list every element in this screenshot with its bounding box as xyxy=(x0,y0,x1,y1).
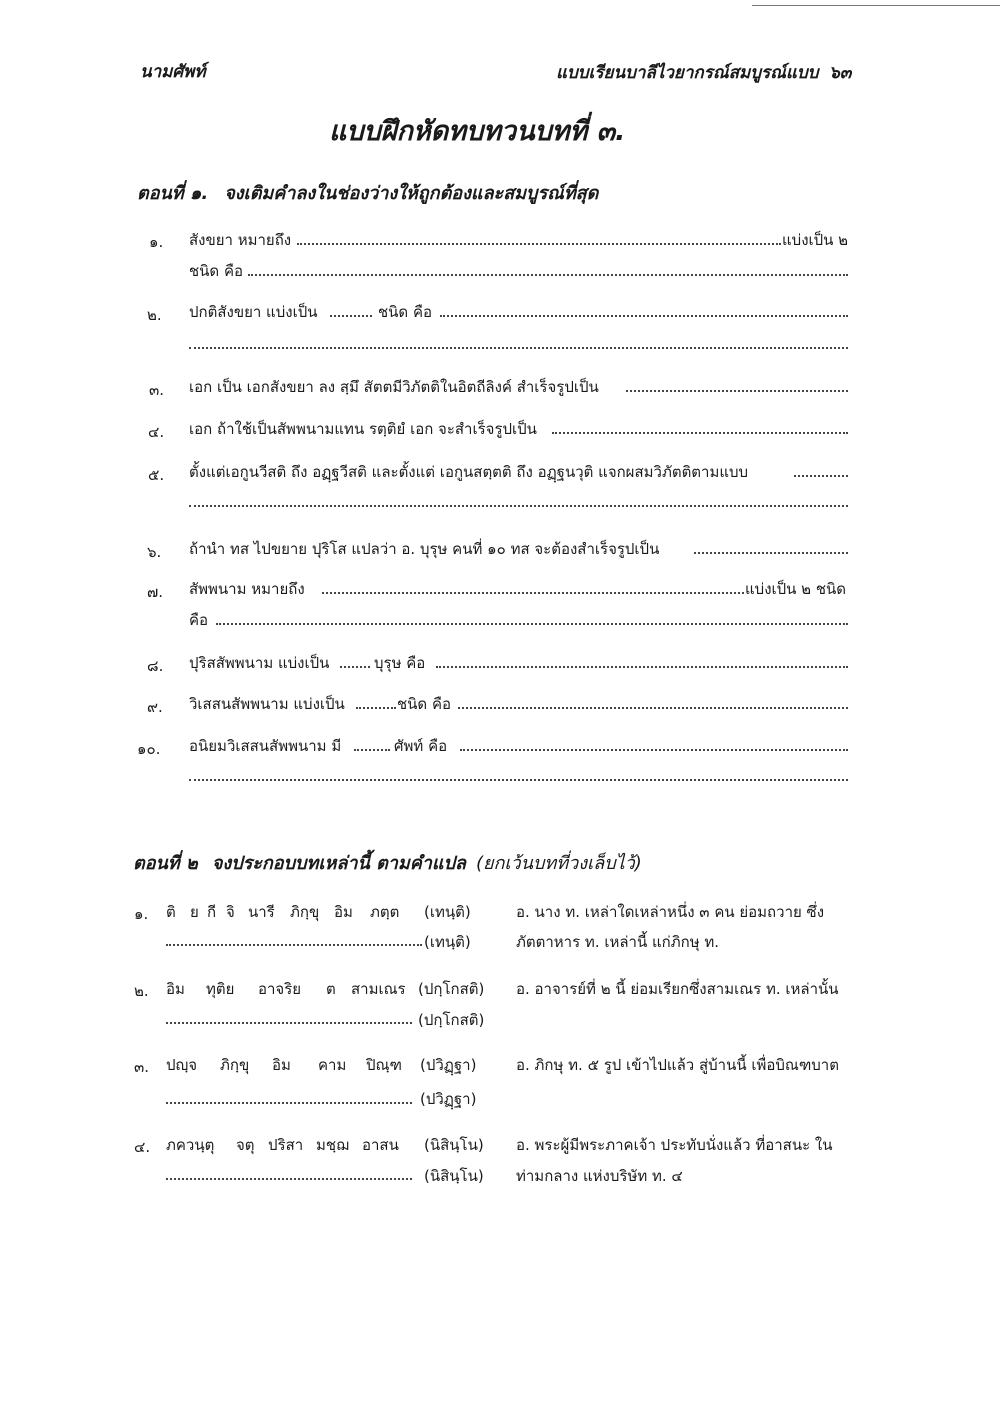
part1-item-text: ตั้งแต่เอกูนวีสติ ถึง อฏฺฐวีสติ และตั้งแต่ เอกูนสตฺตติ ถึง อฏฺฐนวุติ แจกผสมวิภัตติตามแบบ xyxy=(189,463,749,481)
part1-item-number: ๑. xyxy=(149,233,164,251)
answer-blank[interactable] xyxy=(166,1022,412,1024)
running-header-chapter: นามศัพท์ xyxy=(140,62,206,82)
part1-item-mid-text: บุรุษ คือ xyxy=(374,654,426,672)
pali-word: ปิณฺฑ xyxy=(366,1056,402,1074)
part1-item-mid-text: ชนิด คือ xyxy=(378,303,432,321)
part1-item-number: ๘. xyxy=(147,657,164,675)
answer-blank[interactable] xyxy=(189,505,848,507)
part2-item-number: ๔. xyxy=(134,1138,151,1156)
part1-item-number: ๕. xyxy=(148,466,165,484)
answer-blank[interactable] xyxy=(552,432,848,434)
answer-blank[interactable] xyxy=(458,707,848,709)
pali-word: อาสน xyxy=(362,1136,399,1154)
verb-given: (นิสินฺโน) xyxy=(424,1136,484,1154)
answer-blank[interactable] xyxy=(216,623,848,625)
translation-line: อ. อาจารย์ที่ ๒ นี้ ย่อมเรียกซึ่งสามเณร ท. เหล่านั้น xyxy=(516,980,839,998)
answer-blank[interactable] xyxy=(189,347,848,349)
pali-word: อิม xyxy=(272,1056,291,1074)
pali-word: ภิกฺขุ xyxy=(220,1056,250,1074)
part1-item-text: สังขยา หมายถึง xyxy=(189,231,292,249)
part2-heading xyxy=(133,848,642,877)
pali-word: ภิกฺขุ xyxy=(290,903,320,921)
pali-word: ปญฺจ xyxy=(166,1056,198,1074)
part1-item-number: ๖. xyxy=(147,543,162,561)
pali-word: ภควนฺตุ xyxy=(166,1136,215,1154)
part2-item-number: ๑. xyxy=(134,905,149,923)
answer-blank[interactable] xyxy=(440,315,848,317)
answer-blank[interactable] xyxy=(166,1178,412,1180)
translation-line: อ. ภิกษุ ท. ๕ รูป เข้าไปแล้ว สู่บ้านนี้ เพื่อบิณฑบาต xyxy=(516,1056,839,1074)
part1-item-end-text: แบ่งเป็น ๒ ชนิด xyxy=(745,580,847,598)
verb-given: (ปกฺโกสติ) xyxy=(418,1011,485,1029)
part2-label: ตอนที่ ๒ xyxy=(133,853,198,874)
answer-blank[interactable] xyxy=(166,1102,412,1104)
translation-line: ท่ามกลาง แห่งบริษัท ท. ๔ xyxy=(516,1167,683,1185)
pali-word: คาม xyxy=(318,1056,347,1074)
part2-note: (ยกเว้นบทที่วงเล็บไว้) xyxy=(475,853,642,874)
answer-blank[interactable] xyxy=(356,707,396,709)
part1-heading xyxy=(137,178,598,207)
part1-instruction: จงเติมคำลงในช่องว่างให้ถูกต้องและสมบูรณ์ที่สุด xyxy=(224,183,599,204)
part2-item-number: ๓. xyxy=(134,1058,150,1076)
part1-item-number: ๙. xyxy=(147,698,163,716)
translation-line: ภัตตาหาร ท. เหล่านี้ แก่ภิกษุ ท. xyxy=(516,933,720,951)
pali-word: ภตฺต xyxy=(370,903,400,921)
answer-blank[interactable] xyxy=(626,390,848,392)
pali-word: ติ xyxy=(166,903,176,921)
pali-word: อาจริย xyxy=(258,980,302,998)
part1-item-number: ๒. xyxy=(147,306,162,324)
pali-word: นารี xyxy=(248,903,275,921)
part1-item-line2-text: คือ xyxy=(189,611,209,629)
verb-given: (ปวิฏฺฐา) xyxy=(420,1090,477,1108)
part2-item-number: ๒. xyxy=(134,982,149,1000)
part1-label: ตอนที่ ๑. xyxy=(137,183,209,204)
answer-blank[interactable] xyxy=(189,779,848,781)
pali-word: จิ xyxy=(226,903,235,921)
answer-blank[interactable] xyxy=(330,315,372,317)
part1-item-text: อนิยมวิเสสนสัพพนาม มี xyxy=(189,737,342,755)
answer-blank[interactable] xyxy=(340,666,370,668)
translation-line: อ. นาง ท. เหล่าใดเหล่าหนึ่ง ๓ คน ย่อมถวาย ซึ่ง xyxy=(516,903,825,921)
part1-item-mid-text: ศัพท์ คือ xyxy=(394,737,448,755)
answer-blank[interactable] xyxy=(322,592,744,594)
page-title: แบบฝึกหัดทบทวนบทที่ ๓. xyxy=(329,116,626,147)
verb-given: (ปวิฏฺฐา) xyxy=(420,1056,477,1074)
part1-item-number: ๓. xyxy=(149,381,165,399)
part1-item-text: สัพพนาม หมายถึง xyxy=(189,580,305,598)
answer-blank[interactable] xyxy=(794,475,848,477)
verb-given: (ปกฺโกสติ) xyxy=(418,980,485,998)
part1-item-text: เอก เป็น เอกสังขยา ลง สฺมึ สัตตมีวิภัตติในอิตถีลิงค์ สำเร็จรูปเป็น xyxy=(189,378,599,396)
answer-blank[interactable] xyxy=(436,666,848,668)
running-header-book-title: แบบเรียนบาลีไวยากรณ์สมบูรณ์แบบ xyxy=(556,63,819,83)
pali-word: อิม xyxy=(166,980,185,998)
part1-item-text: วิเสสนสัพพนาม แบ่งเป็น xyxy=(189,695,345,713)
translation-line: อ. พระผู้มีพระภาคเจ้า ประทับนั่งแล้ว ที่อาสนะ ใน xyxy=(516,1136,833,1154)
part1-item-line2-text: ชนิด คือ xyxy=(189,262,243,280)
answer-blank[interactable] xyxy=(297,243,781,245)
part1-item-text: ปกติสังขยา แบ่งเป็น xyxy=(189,303,318,321)
pali-word: มชฺฌ xyxy=(316,1136,349,1154)
answer-blank[interactable] xyxy=(354,749,390,751)
pali-word: ย xyxy=(190,903,199,921)
verb-given: (นิสินฺโน) xyxy=(424,1167,484,1185)
scan-top-edge xyxy=(0,0,1000,14)
verb-given: (เทนฺติ) xyxy=(424,903,471,921)
pali-word: ปริสา xyxy=(268,1136,304,1154)
part1-item-number: ๗. xyxy=(147,583,164,601)
verb-given: (เทนฺติ) xyxy=(424,933,471,951)
part1-item-text: ปุริสสัพพนาม แบ่งเป็น xyxy=(189,654,330,672)
pali-word: จตุ xyxy=(236,1136,255,1154)
part1-item-number: ๑๐. xyxy=(137,740,161,758)
part1-item-mid-text: ชนิด คือ xyxy=(397,695,451,713)
part1-item-number: ๔. xyxy=(148,423,165,441)
answer-blank[interactable] xyxy=(248,274,848,276)
part2-instruction: จงประกอบบทเหล่านี้ ตามคำแปล xyxy=(211,853,466,874)
pali-word: ทุติย xyxy=(206,980,235,998)
page-number: ๖๓ xyxy=(829,63,852,83)
pali-word: อิม xyxy=(334,903,353,921)
pali-word: ต xyxy=(326,980,336,998)
pali-word: กี xyxy=(207,903,217,921)
part1-item-text: เอก ถ้าใช้เป็นสัพพนามแทน รตฺติยํ เอก จะสำเร็จรูปเป็น xyxy=(189,420,537,438)
part1-item-text: ถ้านำ ทส ไปขยาย ปุริโส แปลว่า อ. บุรุษ คนที่ ๑๐ ทส จะต้องสำเร็จรูปเป็น xyxy=(189,540,660,558)
part1-item-end-text: แบ่งเป็น ๒ xyxy=(782,231,849,249)
answer-blank[interactable] xyxy=(694,552,848,554)
pali-word: สามเณร xyxy=(351,980,406,998)
answer-blank[interactable] xyxy=(460,749,848,751)
answer-blank[interactable] xyxy=(166,944,422,946)
